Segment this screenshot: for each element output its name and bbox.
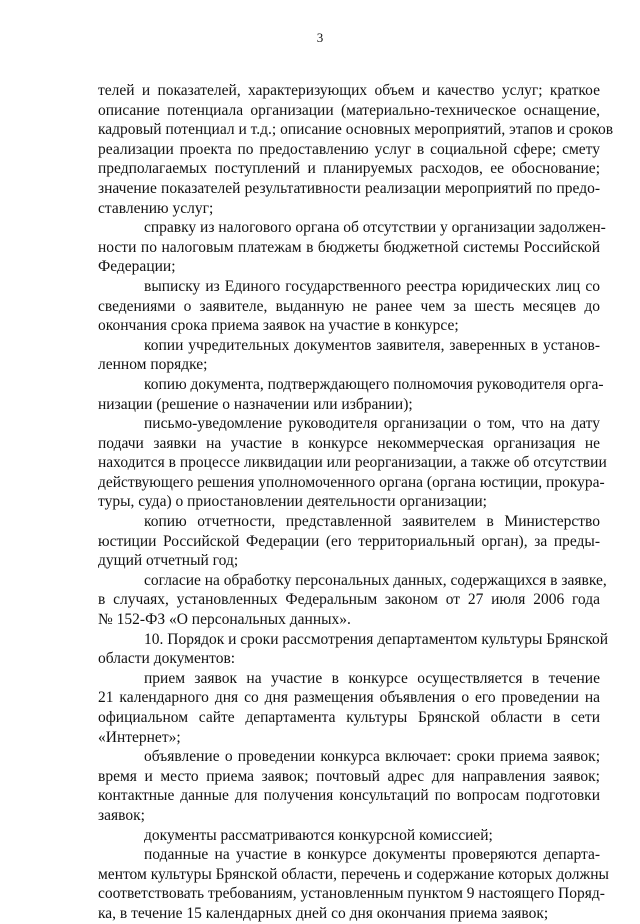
- text-line: ка, в течение 15 календарных дней со дня окончания приема заявок;: [98, 904, 549, 922]
- text-line: ментом культуры Брянской области, перечень и содержание которых должны: [98, 865, 609, 883]
- text-line: низации (решение о назначении или избрании);: [98, 395, 413, 413]
- text-line: копию отчетности, представленной заявителем в Министерство: [144, 513, 600, 531]
- text-line: согласие на обработку персональных данных, содержащихся в заявке,: [144, 571, 607, 589]
- text-line: юстиции Российской Федерации (его территориальный орган), за преды-: [98, 532, 600, 550]
- page-number: 3: [316, 30, 324, 45]
- text-line: № 152-ФЗ «О персональных данных».: [98, 611, 351, 629]
- text-line: значение показателей результативности реализации мероприятий по предо-: [98, 179, 600, 197]
- text-line: области документов:: [98, 650, 236, 668]
- text-line: подачи заявки на участие в конкурсе некоммерческая организация не: [98, 434, 600, 452]
- text-line: туры, суда) о приостановлении деятельности организации;: [98, 493, 487, 511]
- text-line: соответствовать требованиям, установленным пунктом 9 настоящего Поряд-: [98, 885, 605, 903]
- text-line: 10. Порядок и сроки рассмотрения департаментом культуры Брянской: [144, 630, 609, 648]
- text-line: поданные на участие в конкурсе документы проверяются департа-: [144, 846, 600, 864]
- text-line: официальном сайте департамента культуры Брянской области в сети: [98, 709, 600, 726]
- text-line: контактные данные для получения консультаций по вопросам подготовки: [98, 787, 600, 805]
- text-line: выписку из Единого государственного реестра юридических лиц со: [144, 277, 600, 295]
- text-line: телей и показателей, характеризующих объем и качество услуг; краткое: [98, 82, 600, 99]
- text-line: окончания срока приема заявок на участие в конкурсе;: [98, 317, 459, 335]
- text-line: ставлению услуг;: [98, 199, 214, 217]
- text-line: находится в процессе ликвидации или реорганизации, а также об отсутствии: [98, 454, 607, 472]
- text-line: Федерации;: [98, 258, 176, 276]
- text-line: действующего решения уполномоченного органа (органа юстиции, прокура-: [98, 473, 605, 491]
- text-line: прием заявок на участие в конкурсе осуществляется в течение: [144, 669, 600, 687]
- text-line: описание потенциала организации (материально-техническое оснащение,: [98, 101, 600, 119]
- text-line: кадровый потенциал и т.д.; описание основных мероприятий, этапов и сроков: [98, 121, 614, 139]
- text-line: время и место приема заявок; почтовый адрес для направления заявок;: [98, 767, 600, 785]
- text-line: дущий отчетный год;: [98, 552, 239, 570]
- text-line: копию документа, подтверждающего полномочия руководителя орга-: [144, 375, 604, 393]
- text-line: документы рассматриваются конкурсной комиссией;: [144, 826, 493, 844]
- text-line: реализации проекта по предоставлению услуг в социальной сфере; смету: [98, 140, 600, 158]
- text-line: в случаях, установленных Федеральным законом от 27 июля 2006 года: [98, 591, 600, 609]
- text-line: объявление о проведении конкурса включает: сроки приема заявок;: [144, 748, 600, 766]
- text-line: письмо-уведомление руководителя организации о том, что на дату: [144, 415, 600, 433]
- text-line: 21 календарного дня со дня размещения объявления о его проведении на: [98, 689, 600, 707]
- text-line: ленном порядке;: [98, 356, 208, 374]
- text-line: предполагаемых поступлений и планируемых расходов, ее обоснование;: [98, 160, 600, 178]
- text-line: сведениями о заявителе, выданную не ранее чем за шесть месяцев до: [98, 297, 600, 315]
- text-line: копии учредительных документов заявителя, заверенных в установ-: [144, 336, 600, 354]
- text-line: справку из налогового органа об отсутствии у организации задолжен-: [144, 219, 606, 237]
- text-line: заявок;: [98, 806, 145, 824]
- text-line: «Интернет»;: [98, 728, 181, 746]
- text-line: ности по налоговым платежам в бюджеты бюджетной системы Российской: [98, 238, 600, 256]
- document-body: [98, 81, 614, 924]
